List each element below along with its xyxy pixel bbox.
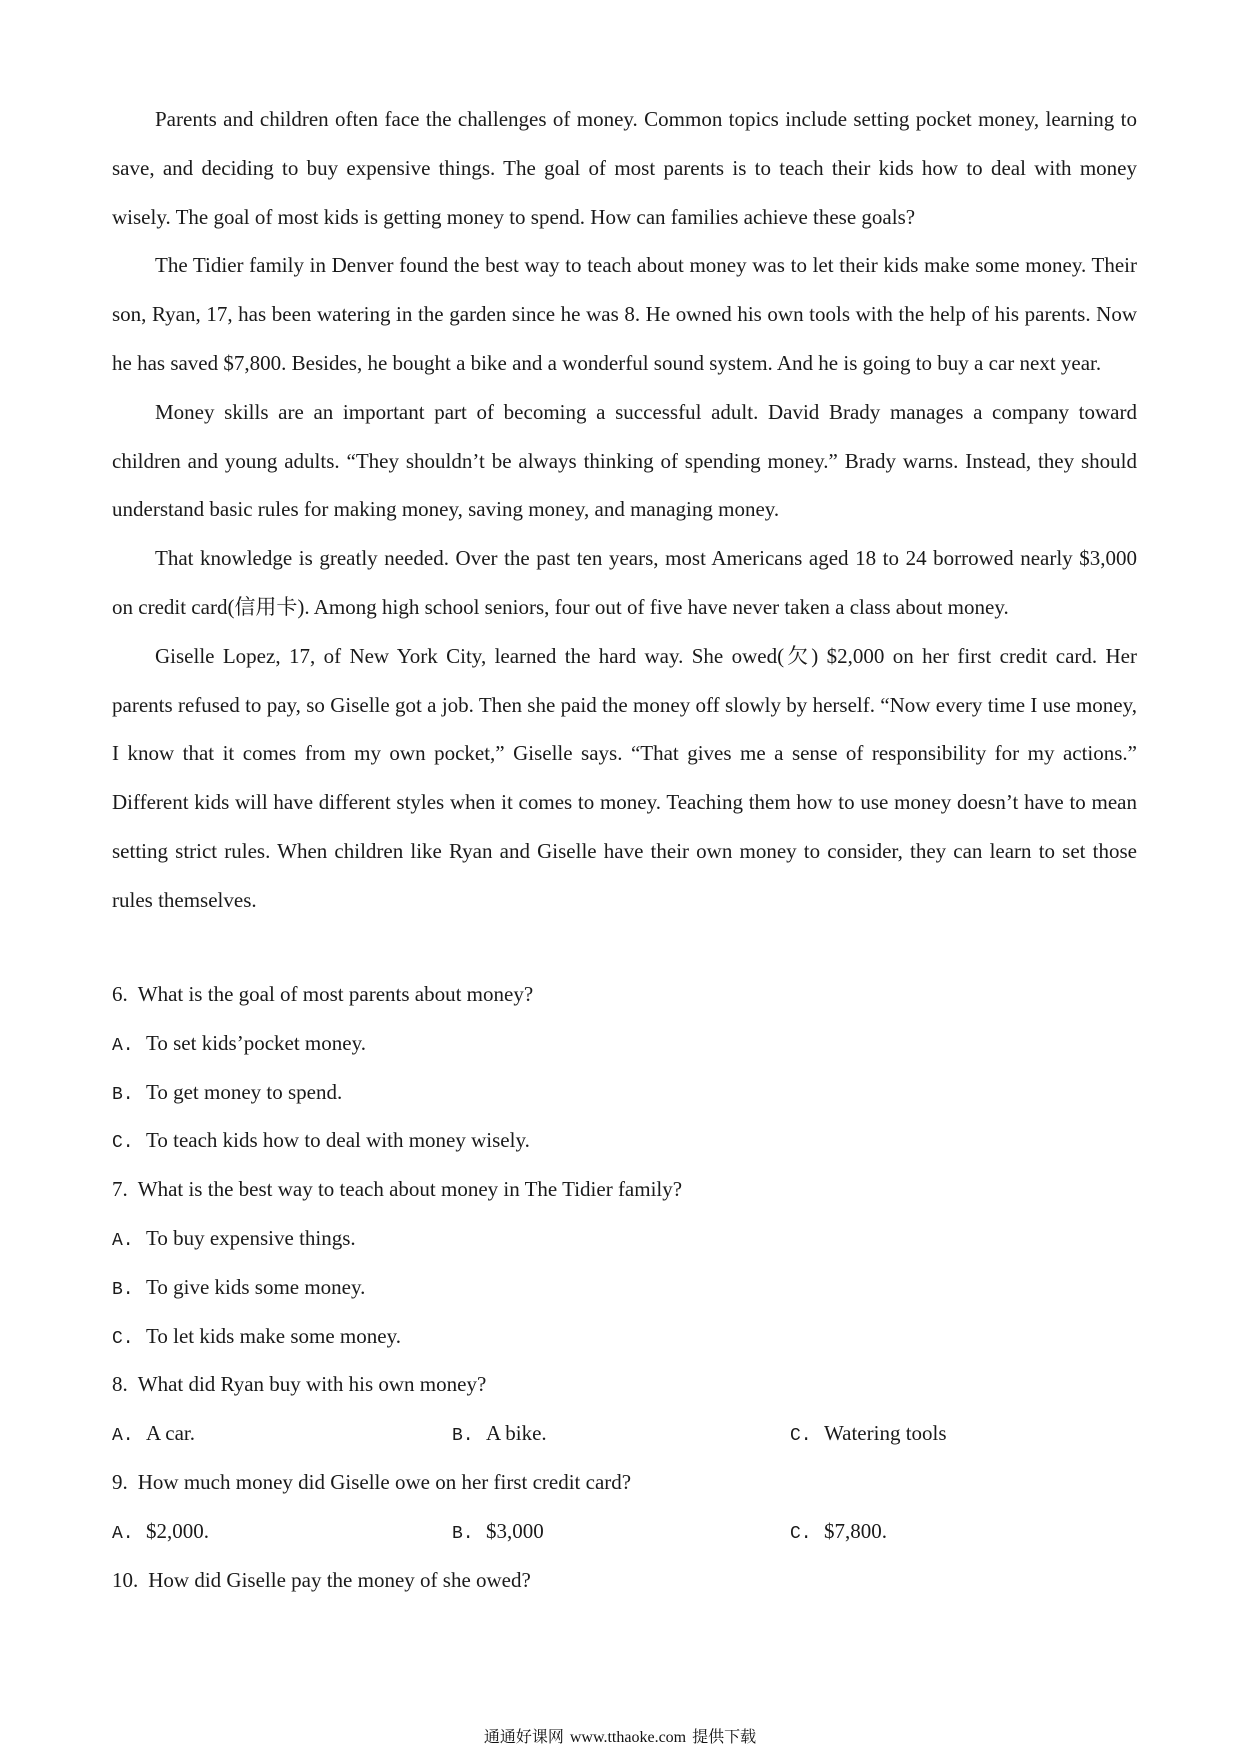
option-text: $7,800. <box>824 1518 887 1543</box>
answer-option[interactable] <box>452 1507 544 1559</box>
footer-url-link[interactable]: www.tthaoke.com <box>569 1729 687 1746</box>
answer-option[interactable] <box>112 1214 1137 1263</box>
question-stem <box>112 1556 1137 1605</box>
answer-option[interactable] <box>112 1116 1137 1165</box>
option-letter: C. <box>790 1523 812 1544</box>
question-number: 6. <box>112 982 128 1006</box>
passage-paragraph: Money skills are an important part of becoming a successful adult. David Brady manages a company toward children and young adults. “They shouldn’t be always thinking of spending money.” Brady warns. Instead, they should understand basic rules for making money, saving money, and managing money. <box>112 399 1137 522</box>
passage-paragraph: The Tidier family in Denver found the best way to teach about money was to let their kids make some money. Their son, Ryan, 17, has been watering in the garden since he was 8. He owned his own tools with the help of his parents. Now he has saved $7,800. Besides, he bought a bike and a wonderful sound system. And he is going to buy a car next year. <box>112 253 1137 375</box>
question-number: 7. <box>112 1177 128 1202</box>
footer-site-name: 通通好课网 <box>483 1727 564 1746</box>
option-text: To let kids make some money. <box>146 1323 401 1348</box>
passage-paragraph: Parents and children often face the challenges of money. Common topics include setting pocket money, learning to save, and deciding to buy expensive things. The goal of most parents is to teach their kids how to deal with money wisely. The goal of most kids is getting money to spend. How can families achieve these goals? <box>112 107 1137 229</box>
question-stem <box>112 970 1137 1019</box>
option-letter: A. <box>112 1230 134 1251</box>
question-list <box>112 970 1137 1604</box>
option-text: To teach kids how to deal with money wisely. <box>146 1128 530 1153</box>
option-text: A car. <box>146 1421 195 1446</box>
option-letter: C. <box>112 1133 134 1154</box>
question-text: How much money did Giselle owe on her first credit card? <box>137 1469 632 1494</box>
reading-passage <box>112 95 1137 925</box>
passage-paragraph: Giselle Lopez, 17, of New York City, learned the hard way. She owed(欠) $2,000 on her first credit card. Her parents refused to pay, so Giselle got a job. Then she paid the money off slowly by herself. “Now every time I use money, I know that it comes from my own pocket,” Giselle says. “That gives me a sense of responsibility for my actions.” Different kids will have different styles when it comes to money. Teaching them how to use money doesn’t have to mean setting strict rules. When children like Ryan and Giselle have their own money to consider, they can learn to set those rules themselves. <box>112 643 1137 912</box>
answer-option[interactable] <box>790 1507 887 1559</box>
question-stem <box>112 1458 1137 1507</box>
question-text: How did Giselle pay the money of she owed? <box>148 1567 531 1592</box>
question-number: 8. <box>112 1372 128 1397</box>
question-number: 9. <box>112 1469 128 1494</box>
option-letter: A. <box>112 1426 134 1447</box>
answer-option[interactable] <box>452 1409 547 1461</box>
option-text: $2,000. <box>146 1518 209 1543</box>
option-row <box>112 1409 1137 1458</box>
option-text: Watering tools <box>824 1421 947 1446</box>
option-letter: C. <box>790 1426 812 1447</box>
question-number: 10. <box>112 1567 139 1592</box>
answer-option[interactable] <box>112 1068 1137 1117</box>
answer-option[interactable] <box>112 1019 1137 1068</box>
option-text: To buy expensive things. <box>146 1225 356 1250</box>
option-text: A bike. <box>486 1421 547 1446</box>
answer-option[interactable] <box>112 1409 195 1461</box>
question-stem <box>112 1360 1137 1409</box>
option-text: $3,000 <box>486 1518 544 1543</box>
question-text: What is the goal of most parents about money? <box>137 982 534 1006</box>
footer-note: 提供下载 <box>692 1727 757 1746</box>
question-text: What did Ryan buy with his own money? <box>137 1372 487 1397</box>
answer-option[interactable] <box>112 1507 209 1559</box>
option-row <box>112 1507 1137 1556</box>
option-text: To set kids’pocket money. <box>146 1030 366 1055</box>
answer-option[interactable] <box>790 1409 947 1461</box>
option-letter: B. <box>452 1523 474 1544</box>
option-letter: A. <box>112 1035 134 1056</box>
option-letter: B. <box>452 1426 474 1447</box>
option-text: To give kids some money. <box>146 1274 366 1299</box>
option-letter: B. <box>112 1279 134 1300</box>
question-stem <box>112 1165 1137 1214</box>
option-text: To get money to spend. <box>146 1079 343 1104</box>
option-letter: C. <box>112 1328 134 1349</box>
answer-option[interactable] <box>112 1263 1137 1312</box>
question-text: What is the best way to teach about money in The Tidier family? <box>137 1177 683 1202</box>
option-letter: A. <box>112 1523 134 1544</box>
passage-paragraph: That knowledge is greatly needed. Over the past ten years, most Americans aged 18 to 24 borrowed nearly $3,000 on credit card(信用卡). Among high school seniors, four out of five have never taken a class about money. <box>112 546 1137 619</box>
option-letter: B. <box>112 1084 134 1105</box>
answer-option[interactable] <box>112 1312 1137 1361</box>
page-footer <box>0 1724 1240 1747</box>
